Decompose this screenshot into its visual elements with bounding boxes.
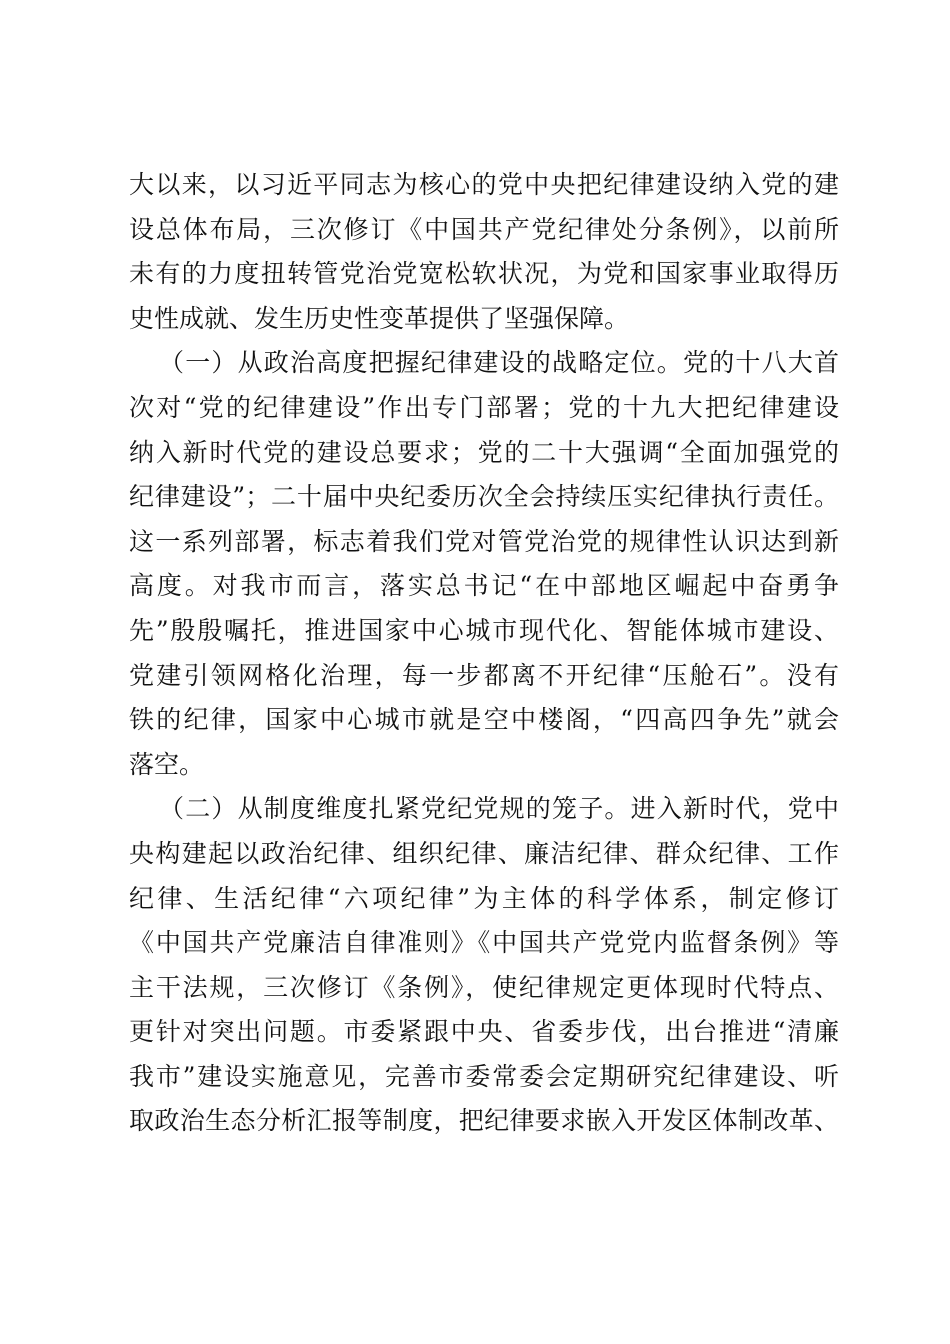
- text-line: 落空。: [129, 749, 205, 779]
- text-line: 次对“党的纪律建设”作出专门部署；党的十九大把纪律建设: [129, 392, 839, 422]
- text-line: 设总体布局，三次修订《中国共产党纪律处分条例》，以前所: [129, 214, 839, 244]
- text-line: 纳入新时代党的建设总要求；党的二十大强调“全面加强党的: [129, 437, 839, 467]
- text-line: 主干法规，三次修订《条例》，使纪律规定更体现时代特点、: [129, 972, 839, 1002]
- text-line: 大以来，以习近平同志为核心的党中央把纪律建设纳入党的建: [129, 170, 839, 199]
- body-text: [129, 163, 839, 1144]
- text-line: 更针对突出问题。市委紧跟中央、省委步伐，出台推进“清廉: [129, 1017, 839, 1047]
- text-line: 《中国共产党廉洁自律准则》《中国共产党党内监督条例》等: [129, 928, 839, 958]
- text-line: 高度。对我市而言，落实总书记“在中部地区崛起中奋勇争: [129, 571, 839, 601]
- text-line: 这一系列部署，标志着我们党对管党治党的规律性认识达到新: [129, 526, 839, 556]
- text-line: 铁的纪律，国家中心城市就是空中楼阁，“四高四争先”就会: [129, 705, 839, 735]
- text-line: 未有的力度扭转管党治党宽松软状况，为党和国家事业取得历: [129, 259, 839, 289]
- text-line: 纪律建设”；二十届中央纪委历次全会持续压实纪律执行责任。: [129, 482, 839, 512]
- text-line: 央构建起以政治纪律、组织纪律、廉洁纪律、群众纪律、工作: [129, 838, 839, 868]
- text-line: （一）从政治高度把握纪律建设的战略定位。党的十八大首: [159, 348, 839, 378]
- text-line: （二）从制度维度扎紧党纪党规的笼子。进入新时代，党中: [159, 794, 839, 824]
- text-line: 先”殷殷嘱托，推进国家中心城市现代化、智能体城市建设、: [129, 615, 839, 645]
- text-line: 我市”建设实施意见，完善市委常委会定期研究纪律建设、听: [129, 1061, 839, 1091]
- text-line: 取政治生态分析汇报等制度，把纪律要求嵌入开发区体制改革、: [129, 1106, 839, 1136]
- text-line: 纪律、生活纪律“六项纪律”为主体的科学体系，制定修订: [129, 883, 839, 913]
- text-line: 党建引领网格化治理，每一步都离不开纪律“压舱石”。没有: [129, 660, 839, 690]
- text-line: 史性成就、发生历史性变革提供了坚强保障。: [129, 303, 630, 333]
